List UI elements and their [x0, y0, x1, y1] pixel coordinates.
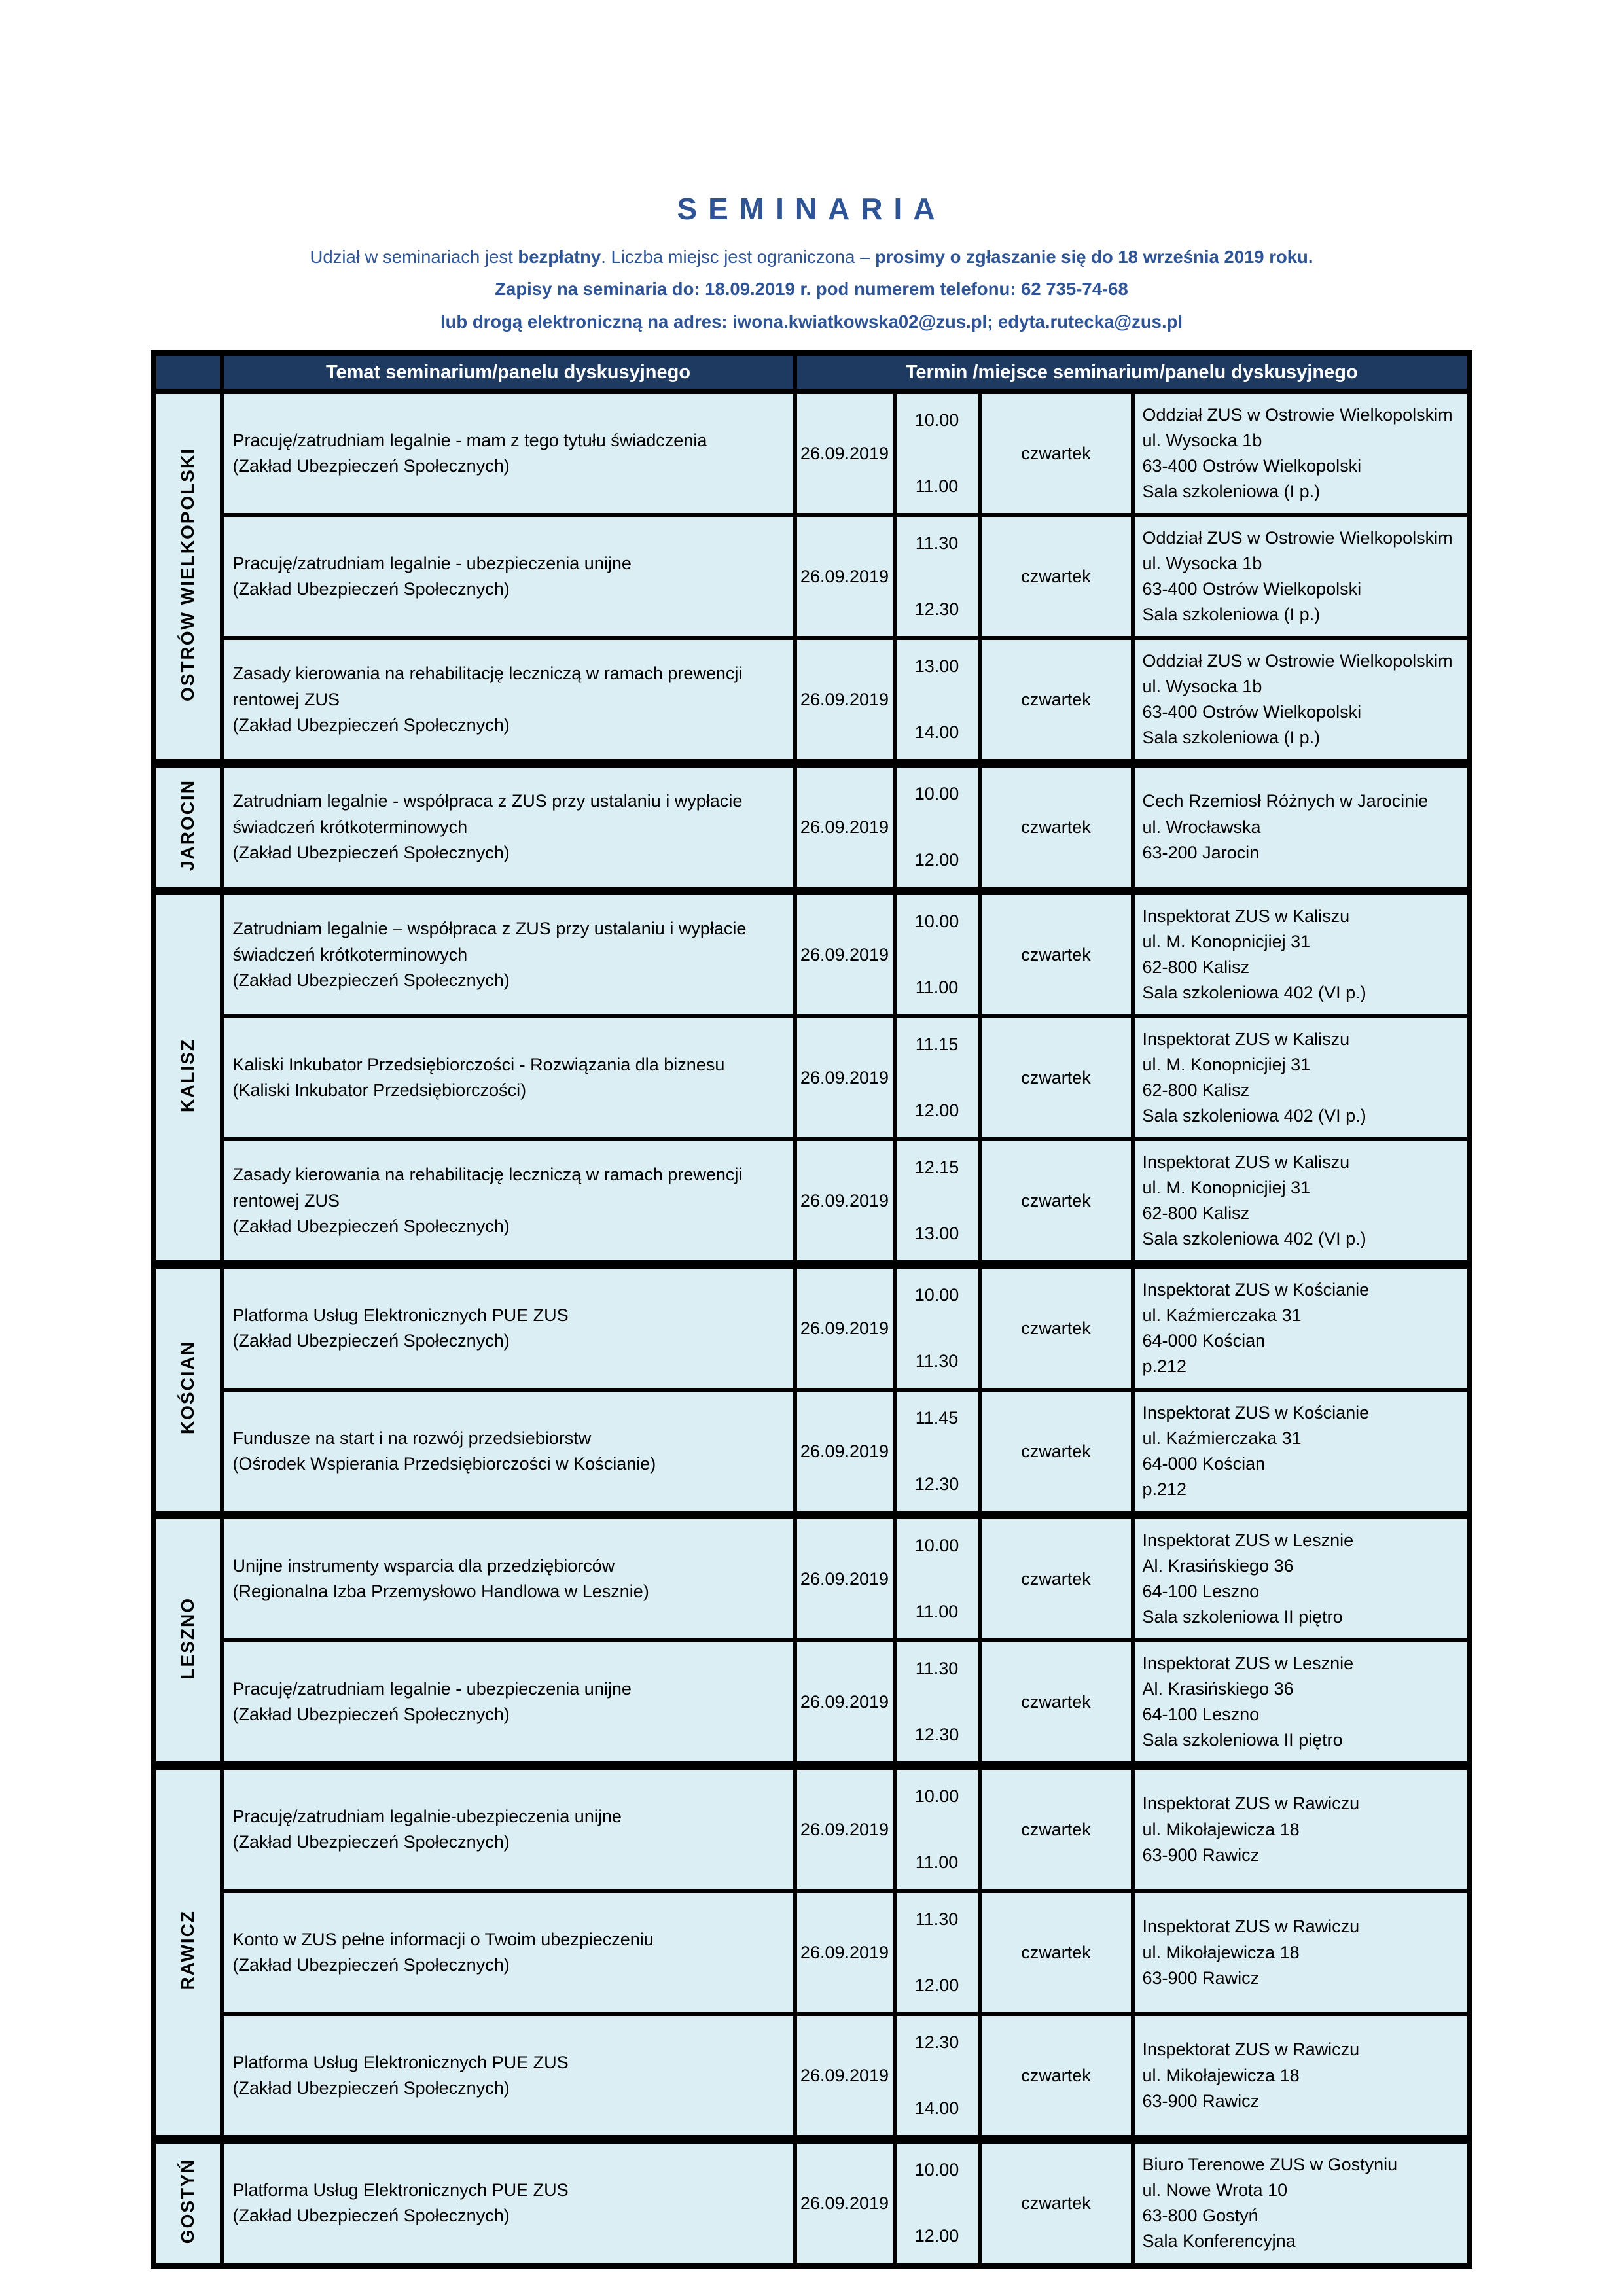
time-start: 11.30: [915, 1909, 959, 1930]
day-cell: czwartek: [980, 764, 1133, 891]
time-cell: [895, 2014, 980, 2140]
location-line: ul. Wysocka 1b: [1142, 676, 1262, 696]
time-end: 13.00: [914, 1224, 959, 1244]
topic-line: Konto w ZUS pełne informacji o Twoim ubezpieczeniu: [232, 1929, 654, 1949]
location-line: Inspektorat ZUS w Kościanie: [1142, 1402, 1370, 1422]
topic-cell: [222, 1766, 795, 1892]
time-cell: [895, 515, 980, 638]
table-row: [154, 1515, 1470, 1641]
location-line: Inspektorat ZUS w Lesznie: [1142, 1530, 1354, 1550]
time-end: 11.00: [915, 476, 959, 497]
table-row: [154, 515, 1470, 638]
region-label: KALISZ: [177, 1038, 198, 1113]
time-start: 10.00: [914, 1285, 959, 1305]
location-cell: [1133, 2140, 1470, 2266]
topic-cell: [222, 1390, 795, 1515]
time-end: 12.00: [914, 1101, 959, 1121]
time-end: 12.30: [914, 1474, 959, 1494]
location-line: ul. Wrocławska: [1142, 817, 1261, 837]
location-cell: [1133, 1265, 1470, 1390]
location-line: Oddział ZUS w Ostrowie Wielkopolskim: [1142, 527, 1453, 548]
page-title: SEMINARIA: [677, 192, 946, 226]
topic-line: Platforma Usług Elektronicznych PUE ZUS: [232, 2180, 569, 2200]
location-line: Sala szkoleniowa II piętro: [1142, 1730, 1343, 1750]
location-cell: [1133, 891, 1470, 1017]
time-start: 12.15: [914, 1157, 959, 1178]
topic-cell: [222, 638, 795, 764]
date-cell: 26.09.2019: [795, 891, 895, 1017]
time-range: [897, 1034, 978, 1121]
location-line: Inspektorat ZUS w Kaliszu: [1142, 1152, 1350, 1172]
date-cell: 26.09.2019: [795, 391, 895, 515]
day-cell: czwartek: [980, 515, 1133, 638]
region-cell: [154, 391, 222, 764]
location-line: Sala szkoleniowa 402 (VI p.): [1142, 1229, 1366, 1249]
topic-cell: [222, 764, 795, 891]
location-line: 63-900 Rawicz: [1142, 1845, 1260, 1865]
location-line: 63-400 Ostrów Wielkopolski: [1142, 579, 1362, 599]
time-start: 11.30: [915, 1659, 959, 1679]
location-cell: [1133, 1515, 1470, 1641]
location-line: 63-400 Ostrów Wielkopolski: [1142, 702, 1362, 722]
location-line: Inspektorat ZUS w Kaliszu: [1142, 906, 1350, 926]
table-row: [154, 1640, 1470, 1766]
topic-line: (Zakład Ubezpieczeń Społecznych): [232, 1955, 510, 1975]
region-label: LESZNO: [177, 1597, 198, 1680]
date-cell: 26.09.2019: [795, 2140, 895, 2266]
location-line: 64-100 Leszno: [1142, 1704, 1260, 1725]
topic-line: Pracuję/zatrudniam legalnie - ubezpieczenia unijne: [232, 1678, 632, 1699]
topic-cell: [222, 891, 795, 1017]
day-cell: czwartek: [980, 1390, 1133, 1515]
date-cell: 26.09.2019: [795, 1390, 895, 1515]
date-cell: 26.09.2019: [795, 1139, 895, 1265]
table-row: [154, 1139, 1470, 1265]
time-range: [897, 410, 978, 497]
document-page: [151, 0, 1472, 2269]
time-start: 11.45: [915, 1408, 959, 1428]
region-label: KOŚCIAN: [177, 1341, 198, 1435]
time-start: 10.00: [914, 784, 959, 804]
table-row: [154, 1891, 1470, 2014]
date-cell: 26.09.2019: [795, 515, 895, 638]
time-end: 12.30: [914, 599, 959, 620]
location-line: Sala szkoleniowa (I p.): [1142, 728, 1321, 748]
topic-cell: [222, 1265, 795, 1390]
location-line: Inspektorat ZUS w Rawiczu: [1142, 2040, 1360, 2060]
intro-line-1-regular-2: . Liczba miejsc jest ograniczona –: [601, 247, 876, 267]
topic-cell: [222, 1016, 795, 1139]
time-end: 12.00: [914, 1975, 959, 1996]
time-range: [897, 1408, 978, 1494]
day-cell: czwartek: [980, 2014, 1133, 2140]
location-line: 63-200 Jarocin: [1142, 842, 1260, 862]
location-line: ul. Mikołajewicza 18: [1142, 1819, 1300, 1839]
location-line: Sala szkoleniowa (I p.): [1142, 605, 1321, 625]
location-line: Sala szkoleniowa (I p.): [1142, 482, 1321, 502]
location-line: ul. Kaźmierczaka 31: [1142, 1428, 1302, 1448]
time-range: [897, 1157, 978, 1244]
intro-block: [151, 246, 1472, 333]
time-start: 10.00: [914, 1786, 959, 1807]
location-line: 64-000 Kościan: [1142, 1331, 1266, 1351]
day-cell: czwartek: [980, 1016, 1133, 1139]
day-cell: czwartek: [980, 391, 1133, 515]
location-line: Biuro Terenowe ZUS w Gostyniu: [1142, 2154, 1398, 2174]
date-cell: 26.09.2019: [795, 1016, 895, 1139]
day-cell: czwartek: [980, 891, 1133, 1017]
day-cell: czwartek: [980, 638, 1133, 764]
time-end: 11.30: [915, 1351, 959, 1371]
location-line: Inspektorat ZUS w Rawiczu: [1142, 1916, 1360, 1937]
table-row: [154, 891, 1470, 1017]
time-cell: [895, 1390, 980, 1515]
topic-line: (Zakład Ubezpieczeń Społecznych): [232, 842, 510, 862]
date-cell: 26.09.2019: [795, 2014, 895, 2140]
seminar-table: [151, 350, 1472, 2269]
topic-line: Pracuję/zatrudniam legalnie - ubezpieczenia unijne: [232, 553, 632, 573]
time-end: 14.00: [914, 2098, 959, 2119]
location-line: Sala szkoleniowa 402 (VI p.): [1142, 1106, 1366, 1126]
date-cell: 26.09.2019: [795, 1766, 895, 1892]
time-start: 10.00: [914, 1536, 959, 1556]
time-end: 12.00: [914, 2226, 959, 2246]
time-cell: [895, 764, 980, 891]
location-cell: [1133, 515, 1470, 638]
region-label: GOSTYŃ: [177, 2158, 198, 2244]
day-cell: czwartek: [980, 1891, 1133, 2014]
time-cell: [895, 1265, 980, 1390]
time-start: 11.15: [915, 1034, 959, 1055]
topic-line: Zatrudniam legalnie – współpraca z ZUS przy ustalaniu i wypłacie: [232, 919, 747, 939]
topic-line: (Zakład Ubezpieczeń Społecznych): [232, 1704, 510, 1725]
location-cell: [1133, 638, 1470, 764]
table-row: [154, 391, 1470, 515]
time-cell: [895, 1515, 980, 1641]
location-line: ul. M. Konopnicjiej 31: [1142, 1177, 1311, 1197]
location-line: 63-400 Ostrów Wielkopolski: [1142, 456, 1362, 476]
region-label: RAWICZ: [177, 1910, 198, 1990]
time-cell: [895, 891, 980, 1017]
topic-line: Zasady kierowania na rehabilitację leczniczą w ramach prewencji: [232, 663, 743, 684]
location-line: p.212: [1142, 1356, 1187, 1377]
location-line: ul. Kaźmierczaka 31: [1142, 1305, 1302, 1325]
topic-cell: [222, 1515, 795, 1641]
region-cell: [154, 891, 222, 1265]
topic-cell: [222, 1640, 795, 1766]
location-line: 64-100 Leszno: [1142, 1581, 1260, 1602]
location-cell: [1133, 391, 1470, 515]
day-cell: czwartek: [980, 1139, 1133, 1265]
table-row: [154, 1265, 1470, 1390]
location-line: Inspektorat ZUS w Rawiczu: [1142, 1793, 1360, 1814]
topic-line: (Zakład Ubezpieczeń Społecznych): [232, 456, 510, 476]
topic-line: (Zakład Ubezpieczeń Społecznych): [232, 579, 510, 599]
time-end: 11.00: [915, 978, 959, 998]
time-end: 14.00: [914, 722, 959, 743]
topic-line: rentowej ZUS: [232, 689, 340, 709]
intro-line-2: Zapisy na seminaria do: 18.09.2019 r. pod numerem telefonu: 62 735-74-68: [495, 279, 1128, 300]
location-line: Sala szkoleniowa II piętro: [1142, 1607, 1343, 1627]
topic-line: Zasady kierowania na rehabilitację leczniczą w ramach prewencji: [232, 1165, 743, 1185]
col-header-topic: Temat seminarium/panelu dyskusyjnego: [222, 353, 795, 392]
location-line: Sala szkoleniowa 402 (VI p.): [1142, 983, 1366, 1003]
table-row: [154, 2014, 1470, 2140]
date-cell: 26.09.2019: [795, 1891, 895, 2014]
location-line: ul. Nowe Wrota 10: [1142, 2180, 1288, 2200]
location-line: Sala Konferencyjna: [1142, 2231, 1296, 2252]
location-line: Al. Krasińskiego 36: [1142, 1678, 1294, 1699]
location-line: 63-900 Rawicz: [1142, 2091, 1260, 2111]
topic-line: (Zakład Ubezpieczeń Społecznych): [232, 2206, 510, 2226]
topic-line: Pracuję/zatrudniam legalnie-ubezpieczenia unijne: [232, 1806, 622, 1826]
topic-line: (Zakład Ubezpieczeń Społecznych): [232, 2078, 510, 2098]
topic-line: (Zakład Ubezpieczeń Społecznych): [232, 1331, 510, 1351]
time-start: 10.00: [914, 410, 959, 431]
topic-cell: [222, 2014, 795, 2140]
time-range: [897, 1786, 978, 1873]
intro-line-1-bold-2: prosimy o zgłaszanie się do 18 września 2019 roku.: [875, 247, 1313, 267]
topic-line: (Zakład Ubezpieczeń Społecznych): [232, 715, 510, 735]
topic-line: świadczeń krótkoterminowych: [232, 817, 468, 837]
location-line: Inspektorat ZUS w Kaliszu: [1142, 1029, 1350, 1049]
time-range: [897, 911, 978, 998]
region-label: OSTRÓW WIELKOPOLSKI: [177, 447, 198, 701]
location-cell: [1133, 764, 1470, 891]
location-line: Oddział ZUS w Ostrowie Wielkopolskim: [1142, 404, 1453, 425]
table-row: [154, 764, 1470, 891]
topic-line: (Ośrodek Wspierania Przedsiębiorczości w Kościanie): [232, 1454, 656, 1474]
time-cell: [895, 1891, 980, 2014]
location-line: 62-800 Kalisz: [1142, 957, 1250, 978]
location-line: ul. Wysocka 1b: [1142, 553, 1262, 573]
topic-line: Pracuję/zatrudniam legalnie - mam z tego tytułu świadczenia: [232, 430, 707, 450]
location-line: ul. Mikołajewicza 18: [1142, 2065, 1300, 2085]
topic-line: Fundusze na start i na rozwój przedsiebiorstw: [232, 1428, 592, 1448]
location-cell: [1133, 2014, 1470, 2140]
date-cell: 26.09.2019: [795, 638, 895, 764]
date-cell: 26.09.2019: [795, 1265, 895, 1390]
location-cell: [1133, 1016, 1470, 1139]
location-line: ul. Wysocka 1b: [1142, 430, 1262, 450]
table-row: [154, 1766, 1470, 1892]
intro-line-3: lub drogą elektroniczną na adres: iwona.kwiatkowska02@zus.pl; edyta.rutecka@zus.pl: [440, 311, 1183, 332]
time-range: [897, 1909, 978, 1996]
table-header-row: [154, 353, 1470, 392]
location-line: Inspektorat ZUS w Lesznie: [1142, 1653, 1354, 1673]
day-cell: czwartek: [980, 1766, 1133, 1892]
time-end: 11.00: [915, 1852, 959, 1873]
date-cell: 26.09.2019: [795, 1515, 895, 1641]
time-range: [897, 2160, 978, 2246]
time-end: 12.30: [914, 1725, 959, 1745]
region-cell: [154, 764, 222, 891]
location-line: 63-900 Rawicz: [1142, 1968, 1260, 1988]
time-cell: [895, 391, 980, 515]
topic-cell: [222, 515, 795, 638]
topic-line: (Zakład Ubezpieczeń Społecznych): [232, 970, 510, 990]
location-cell: [1133, 1766, 1470, 1892]
location-cell: [1133, 1891, 1470, 2014]
time-cell: [895, 638, 980, 764]
topic-cell: [222, 1891, 795, 2014]
time-range: [897, 2032, 978, 2119]
date-cell: 26.09.2019: [795, 764, 895, 891]
time-cell: [895, 1640, 980, 1766]
table-body: [154, 391, 1470, 2266]
location-line: Cech Rzemiosł Różnych w Jarocinie: [1142, 791, 1429, 811]
time-start: 11.30: [915, 533, 959, 554]
time-start: 12.30: [914, 2032, 959, 2053]
col-header-term: Termin /miejsce seminarium/panelu dyskusyjnego: [795, 353, 1470, 392]
topic-line: (Regionalna Izba Przemysłowo Handlowa w Lesznie): [232, 1581, 649, 1602]
location-line: ul. Mikołajewicza 18: [1142, 1942, 1300, 1962]
time-start: 10.00: [914, 2160, 959, 2180]
region-cell: [154, 1766, 222, 2140]
col-header-region: [154, 353, 222, 392]
location-line: 62-800 Kalisz: [1142, 1203, 1250, 1224]
location-line: p.212: [1142, 1479, 1187, 1500]
day-cell: czwartek: [980, 2140, 1133, 2266]
region-cell: [154, 1515, 222, 1766]
time-cell: [895, 1016, 980, 1139]
location-line: 62-800 Kalisz: [1142, 1080, 1250, 1101]
time-range: [897, 1285, 978, 1371]
day-cell: czwartek: [980, 1640, 1133, 1766]
intro-line-1-bold: bezpłatny: [518, 247, 601, 267]
location-line: ul. M. Konopnicjiej 31: [1142, 931, 1311, 951]
time-start: 10.00: [914, 911, 959, 932]
day-cell: czwartek: [980, 1265, 1133, 1390]
time-cell: [895, 2140, 980, 2266]
topic-line: (Zakład Ubezpieczeń Społecznych): [232, 1216, 510, 1236]
time-range: [897, 784, 978, 870]
region-cell: [154, 1265, 222, 1515]
day-cell: czwartek: [980, 1515, 1133, 1641]
time-end: 12.00: [914, 850, 959, 870]
location-line: 63-800 Gostyń: [1142, 2206, 1258, 2226]
topic-line: Zatrudniam legalnie - współpraca z ZUS przy ustalaniu i wypłacie: [232, 791, 743, 811]
location-line: 64-000 Kościan: [1142, 1454, 1266, 1474]
table-row: [154, 1016, 1470, 1139]
time-cell: [895, 1139, 980, 1265]
time-start: 13.00: [914, 656, 959, 677]
topic-line: rentowej ZUS: [232, 1190, 340, 1210]
time-range: [897, 656, 978, 743]
topic-cell: [222, 391, 795, 515]
location-line: ul. M. Konopnicjiej 31: [1142, 1054, 1311, 1074]
location-line: Al. Krasińskiego 36: [1142, 1555, 1294, 1576]
location-line: Oddział ZUS w Ostrowie Wielkopolskim: [1142, 650, 1453, 671]
time-end: 11.00: [915, 1602, 959, 1622]
table-row: [154, 638, 1470, 764]
time-range: [897, 1536, 978, 1622]
time-range: [897, 1659, 978, 1745]
topic-line: Unijne instrumenty wsparcia dla przedziębiorców: [232, 1555, 615, 1576]
topic-line: świadczeń krótkoterminowych: [232, 944, 468, 964]
topic-line: Platforma Usług Elektronicznych PUE ZUS: [232, 2052, 569, 2072]
topic-line: Platforma Usług Elektronicznych PUE ZUS: [232, 1305, 569, 1325]
topic-line: Kaliski Inkubator Przedsiębiorczości - Rozwiązania dla biznesu: [232, 1054, 725, 1074]
topic-line: (Zakład Ubezpieczeń Społecznych): [232, 1832, 510, 1852]
topic-cell: [222, 2140, 795, 2266]
location-cell: [1133, 1139, 1470, 1265]
topic-line: (Kaliski Inkubator Przedsiębiorczości): [232, 1080, 527, 1101]
intro-line-1: [151, 246, 1472, 268]
date-cell: 26.09.2019: [795, 1640, 895, 1766]
table-row: [154, 2140, 1470, 2266]
location-cell: [1133, 1390, 1470, 1515]
table-row: [154, 1390, 1470, 1515]
time-range: [897, 533, 978, 620]
region-label: JAROCIN: [177, 779, 198, 871]
location-line: Inspektorat ZUS w Kościanie: [1142, 1279, 1370, 1299]
time-cell: [895, 1766, 980, 1892]
intro-line-1-regular: Udział w seminariach jest: [310, 247, 518, 267]
topic-cell: [222, 1139, 795, 1265]
location-cell: [1133, 1640, 1470, 1766]
region-cell: [154, 2140, 222, 2266]
